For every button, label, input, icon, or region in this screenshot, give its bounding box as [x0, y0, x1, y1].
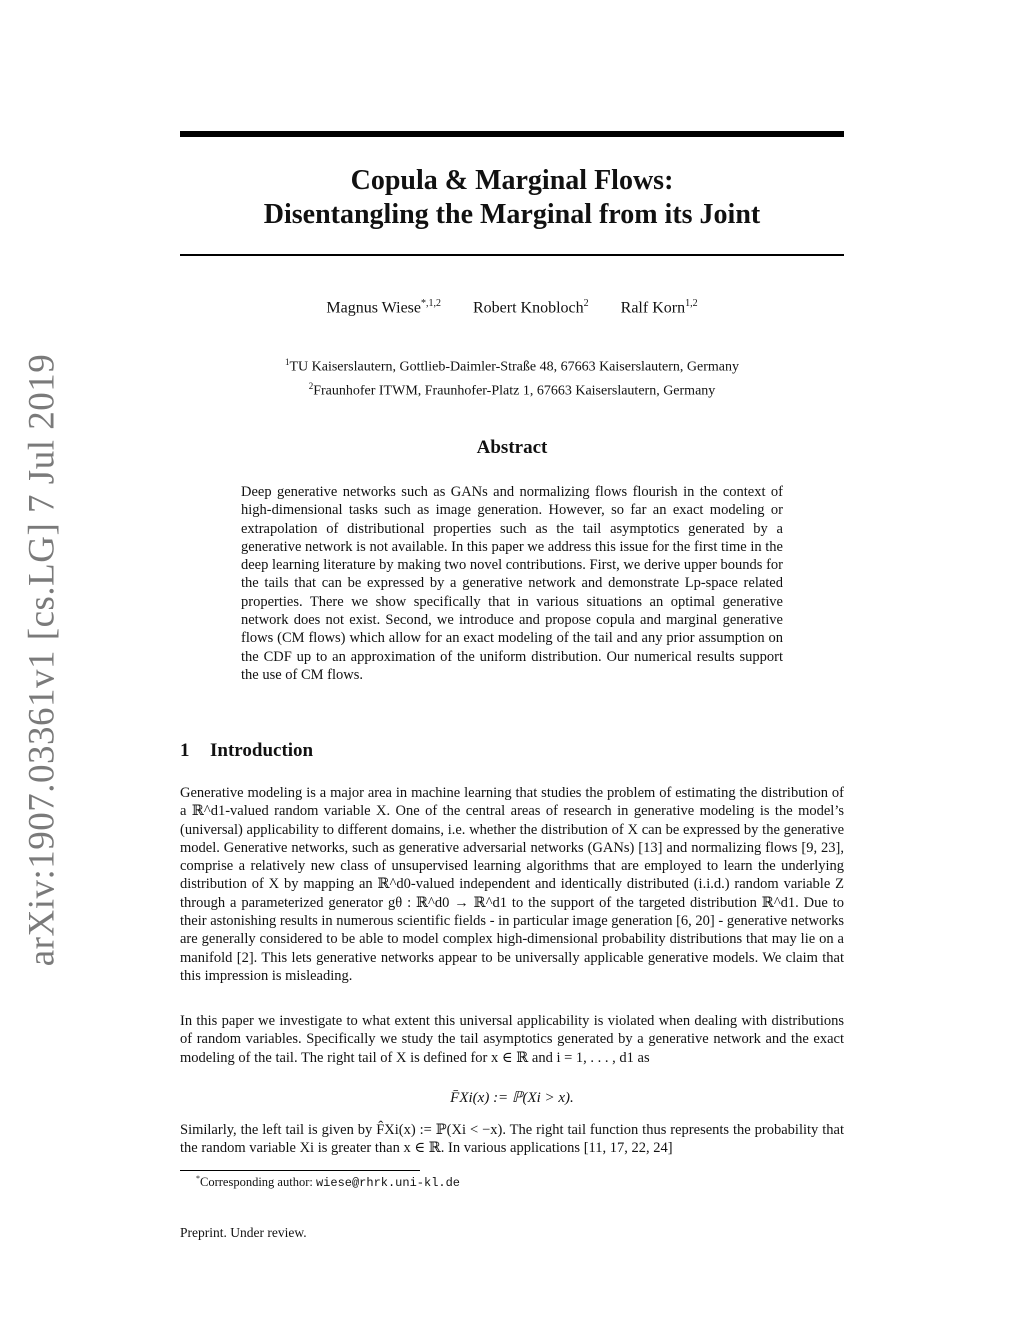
- section-title: Introduction: [210, 740, 314, 761]
- title-line-2: Disentangling the Marginal from its Joint: [263, 199, 761, 230]
- affiliation-text: TU Kaiserslautern, Gottlieb-Daimler-Straße 48, 67663 Kaiserslautern, Germany: [289, 359, 740, 375]
- intro-paragraph-2: In this paper we investigate to what extent this universal applicability is violated when dealing with distributions of random variables. Specifically we study the tail asymptotics generated by a generative network and the exact modeling of the tail. The right tail of X is defined for x ∈ ℝ and i = 1, . . . , d1 as: [180, 1013, 844, 1066]
- paper-title: [180, 164, 844, 232]
- author-marks: 2: [583, 298, 589, 309]
- author-name: Robert Knobloch: [473, 299, 584, 317]
- title-line-1: Copula & Marginal Flows:: [350, 165, 674, 196]
- intro-paragraph-3: Similarly, the left tail is given by F̂Xi(x) := ℙ(Xi < −x). The right tail function thus represents the probability that the random variable Xi is greater than x ∈ ℝ. In various applications [11, 17, 22, 24]: [180, 1122, 844, 1157]
- author-marks: 1,2: [685, 298, 698, 309]
- affiliation: [180, 353, 844, 377]
- author: [326, 298, 441, 317]
- affiliation-mark: 2: [308, 380, 314, 391]
- author-list: [180, 298, 844, 317]
- affiliation-text: Fraunhofer ITWM, Fraunhofer-Platz 1, 67663 Kaiserslautern, Germany: [313, 383, 716, 399]
- title-bottom-rule: [180, 254, 844, 256]
- footnote-rule: [180, 1170, 420, 1171]
- section-number: 1: [180, 740, 190, 761]
- tail-equation: F̄Xi(x) := ℙ(Xi > x).: [450, 1090, 574, 1106]
- section-heading: [180, 740, 313, 762]
- affiliation: [180, 377, 844, 401]
- author-name: Ralf Korn: [620, 299, 686, 317]
- author-marks: *,1,2: [421, 298, 441, 309]
- footnote-mark: *: [196, 1174, 200, 1183]
- abstract-text: Deep generative networks such as GANs and normalizing flows flourish in the context of high-dimensional tasks such as image generation. However, so far an exact modeling or extrapolation of distributional properties such as the tail asymptotics generated by a generative network is not available. In this paper we address this issue for the first time in the deep learning literature by making two novel contributions. First, we derive upper bounds for the tails that can be expressed by a generative network and demonstrate Lp-space related properties. There we show specifically that in various situations an optimal generative network does not exist. Second, we introduce and propose copula and marginal generative flows (CM flows) which allow for an exact modeling of the tail and any prior assumption on the CDF up to an approximation of the uniform distribution. Our numerical results support the use of CM flows.: [241, 484, 783, 683]
- abstract-heading: Abstract: [476, 437, 548, 458]
- affiliation-mark: 1: [284, 357, 290, 367]
- footnote-text: Corresponding author:: [200, 1175, 316, 1190]
- footnote: [196, 1174, 460, 1190]
- arxiv-identifier: arXiv:1907.03361v1 [cs.LG] 7 Jul 2019: [21, 353, 63, 967]
- author-email-link[interactable]: wiese@rhrk.uni-kl.de: [315, 1176, 460, 1191]
- affiliation-list: [180, 353, 844, 400]
- intro-paragraph-1: Generative modeling is a major area in machine learning that studies the problem of estimating the distribution of a ℝ^d1-valued random variable X. One of the central areas of research in generative modeling is the model’s (universal) applicability to different domains, i.e. whether the distribution of X can be expressed by the generative model. Generative networks, such as generative adversarial networks (GANs) [13] and normalizing flows [9, 23], comprise a relatively new class of unsupervised learning algorithms that are employed to learn the underlying distribution of X by mapping an ℝ^d0-valued independent and identically distributed (i.i.d.) random variable Z through a parameterized generator gθ : ℝ^d0 → ℝ^d1 to the support of the targeted distribution ℝ^d1. Due to their astonishing results in numerous scientific fields - in particular image generation [6, 20] - generative networks are generally considered to be able to model complex high-dimensional probability distributions that may lie on a manifold [2]. This lets generative networks appear to be universally applicable generative models. We claim that this impression is misleading.: [180, 785, 844, 984]
- title-top-rule: [180, 131, 844, 137]
- author: [621, 298, 698, 317]
- preprint-footer: Preprint. Under review.: [180, 1225, 307, 1240]
- author-name: Magnus Wiese: [326, 299, 421, 317]
- author: [473, 298, 589, 317]
